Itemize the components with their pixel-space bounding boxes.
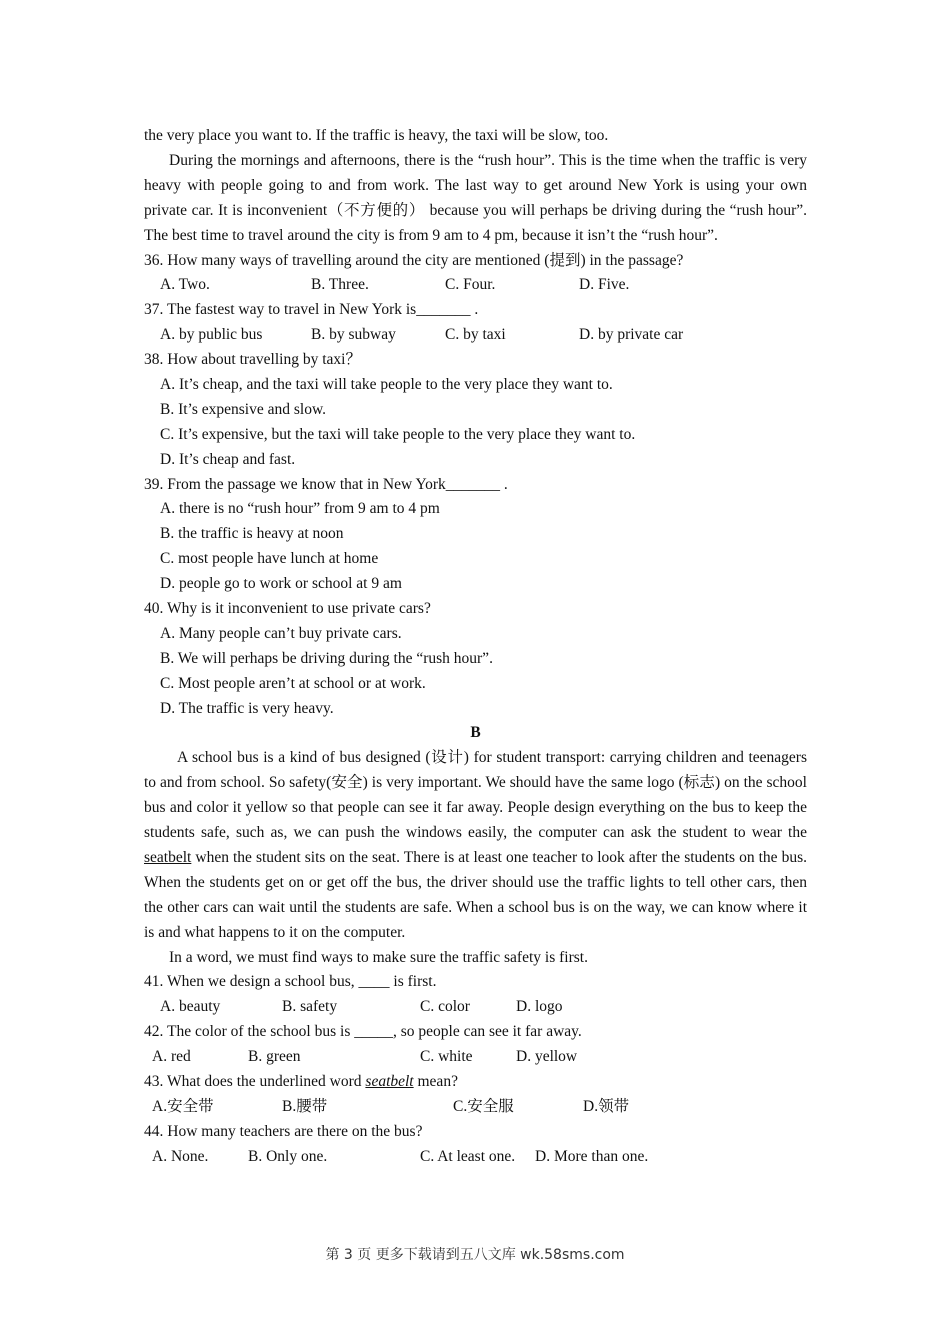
question-options: [144, 1095, 807, 1120]
underlined-word: seatbelt: [365, 1073, 414, 1091]
passage-paragraph: In a word, we must find ways to make sure the traffic safety is first.: [169, 948, 588, 966]
document-page: [144, 124, 807, 1170]
option-d: D. by private car: [579, 326, 684, 344]
question-stem: 40. Why is it inconvenient to use private cars?: [144, 599, 431, 617]
question-options: [144, 1045, 807, 1070]
option-c: C. Most people aren’t at school or at work.: [160, 674, 426, 692]
option-b: B. It’s expensive and slow.: [160, 400, 327, 418]
option-b: B. safety: [282, 998, 338, 1016]
question-stem: 41. When we design a school bus, ____ is first.: [144, 973, 437, 991]
question-stem: [144, 1070, 807, 1095]
option-d: D. It’s cheap and fast.: [160, 450, 296, 468]
option-b: B. by subway: [311, 326, 396, 344]
option-c: C. by taxi: [445, 326, 506, 344]
option-b: B. We will perhaps be driving during the “rush hour”.: [160, 649, 493, 667]
option-b: B. green: [248, 1048, 301, 1066]
option-b: B. Only one.: [248, 1147, 328, 1165]
option-d: D.领带: [583, 1097, 630, 1115]
option-a: A. beauty: [160, 998, 221, 1016]
option-d: D. yellow: [516, 1048, 578, 1066]
question-stem: 39. From the passage we know that in New York_______ .: [144, 475, 508, 493]
question-options: [144, 273, 807, 298]
passage-line: the very place you want to. If the traffic is heavy, the taxi will be slow, too.: [144, 127, 609, 144]
option-c: C. At least one.: [420, 1147, 516, 1165]
option-a: A. Two.: [160, 276, 210, 294]
passage-paragraph: During the mornings and afternoons, there is the “rush hour”. This is the time when the traffic is very heavy with people going to and from work. The last way to get around New York is using your own private car. It is inconvenient（不方便的） because you will perhaps be driving during the “rush hour”. The best time to travel around the city is from 9 am to 4 pm, because it isn’t the “rush hour”.: [144, 151, 807, 244]
question-stem: 42. The color of the school bus is _____, so people can see it far away.: [144, 1023, 582, 1041]
option-b: B. Three.: [311, 276, 369, 294]
question-options: [144, 1145, 807, 1170]
question-options: [144, 995, 807, 1020]
option-b: B. the traffic is heavy at noon: [160, 525, 344, 543]
stem-text: 43. What does the underlined word: [144, 1073, 366, 1091]
option-d: D. More than one.: [535, 1147, 649, 1165]
passage-text: A school bus is a kind of bus designed (设计) for student transport: carrying children and teenagers to and from school. So safety(安全) is very important. We should have the same logo (标志) on the school bus and color it yellow so that people can see it far away. People design everything on the bus to keep the students safe, such as, we can push the windows easily, the computer can ask the student to wear the: [144, 749, 807, 842]
question-stem: 37. The fastest way to travel in New York is_______ .: [144, 301, 479, 319]
section-heading: B: [470, 724, 481, 742]
option-d: D. logo: [516, 998, 563, 1016]
page-footer: 第 3 页 更多下载请到五八文库 wk.58sms.com: [325, 1247, 625, 1263]
option-a: A. None.: [152, 1147, 209, 1165]
option-a: A. Many people can’t buy private cars.: [160, 624, 402, 642]
option-c: C. most people have lunch at home: [160, 550, 379, 568]
passage-paragraph: [144, 746, 807, 945]
option-b: B.腰带: [282, 1097, 328, 1115]
question-stem: 38. How about travelling by taxi？: [144, 351, 361, 369]
option-c: C. white: [420, 1048, 473, 1066]
question-stem: 44. How many teachers are there on the bus?: [144, 1122, 423, 1140]
question-stem: 36. How many ways of travelling around the city are mentioned (提到) in the passage?: [144, 251, 684, 269]
underlined-word: seatbelt: [144, 848, 192, 866]
option-a: A. by public bus: [160, 326, 263, 344]
option-d: D. people go to work or school at 9 am: [160, 575, 402, 593]
question-options: [144, 323, 807, 348]
option-d: D. Five.: [579, 276, 630, 294]
option-a: A. It’s cheap, and the taxi will take people to the very place they want to.: [160, 375, 613, 393]
stem-text: mean?: [413, 1073, 458, 1091]
option-d: D. The traffic is very heavy.: [160, 699, 334, 717]
option-c: C.安全服: [453, 1097, 514, 1115]
option-c: C. Four.: [445, 276, 496, 294]
option-a: A. red: [152, 1048, 191, 1066]
option-a: A. there is no “rush hour” from 9 am to 4 pm: [160, 500, 440, 518]
passage-text: when the student sits on the seat. There is at least one teacher to look after the students on the bus. When the students get on or get off the bus, the driver should use the traffic lights to tell other cars, then the other cars can wait until the students are safe. When a school bus is on the way, we can know where it is and what happens to it on the computer.: [144, 848, 807, 941]
option-a: A.安全带: [152, 1097, 214, 1115]
option-c: C. color: [420, 998, 470, 1016]
option-c: C. It’s expensive, but the taxi will take people to the very place they want to.: [160, 425, 636, 443]
